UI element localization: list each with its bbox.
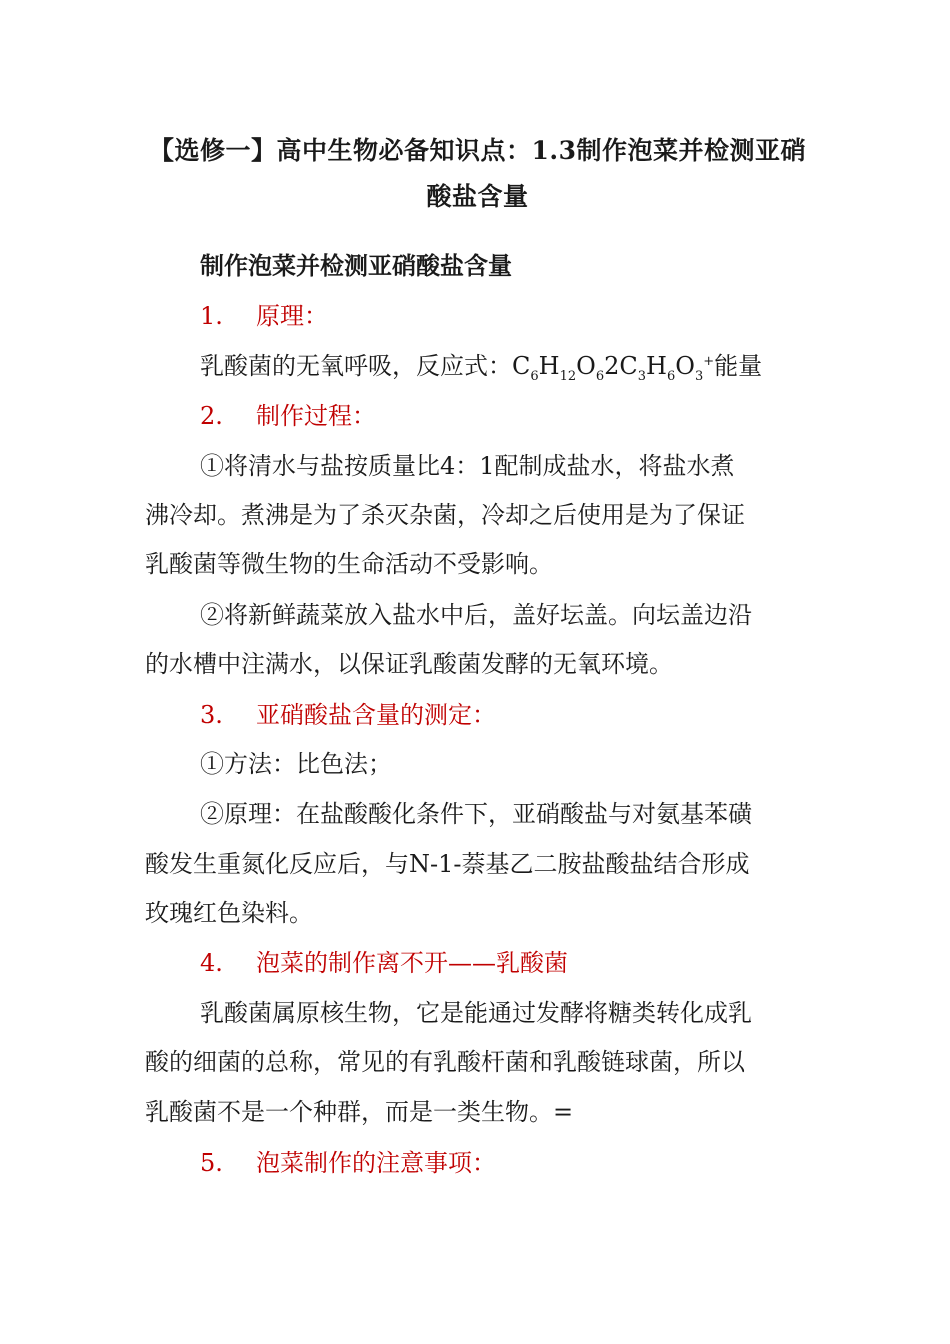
paragraph-line: 酸的细菌的总称，常见的有乳酸杆菌和乳酸链球菌，所以 <box>145 1048 745 1076</box>
section-heading-text: 泡菜制作的注意事项： <box>256 1149 496 1177</box>
paragraph-line: 酸发生重氮化反应后，与N-1-萘基乙二胺盐酸盐结合形成 <box>145 850 750 878</box>
section-number: 2. <box>200 402 223 430</box>
equation-prefix: 乳酸菌的无氧呼吸，反应式： <box>200 352 512 380</box>
paragraph-line: ①方法：比色法； <box>200 750 392 778</box>
paragraph-line: 的水槽中注满水，以保证乳酸菌发酵的无氧环境。 <box>145 650 673 678</box>
paragraph-line: 玫瑰红色染料。 <box>145 899 313 927</box>
section-number: 3. <box>200 701 223 729</box>
paragraph-line: ①将清水与盐按质量比4：1配制成盐水，将盐水煮 <box>200 452 735 480</box>
section-heading-text: 亚硝酸盐含量的测定： <box>256 701 496 729</box>
section-heading-text: 泡菜的制作离不开——乳酸菌 <box>256 949 568 977</box>
section-heading-1 <box>200 298 328 334</box>
section-heading-2 <box>200 398 376 434</box>
section-heading-4 <box>200 945 568 981</box>
paragraph-line: ②将新鲜蔬菜放入盐水中后，盖好坛盖。向坛盖边沿 <box>200 601 752 629</box>
paragraph-line: 沸冷却。煮沸是为了杀灭杂菌，冷却之后使用是为了保证 <box>145 501 745 529</box>
paragraph-line: 乳酸菌不是一个种群，而是一类生物。= <box>145 1098 574 1126</box>
paragraph-line: 乳酸菌等微生物的生命活动不受影响。 <box>145 550 553 578</box>
section-subtitle: 制作泡菜并检测亚硝酸盐含量 <box>200 251 512 280</box>
paragraph-line: 乳酸菌属原核生物，它是能通过发酵将糖类转化成乳 <box>200 999 752 1027</box>
section-heading-text: 原理： <box>256 302 328 330</box>
document-title: 【选修一】高中生物必备知识点：1.3制作泡菜并检测亚硝酸盐含量 <box>149 136 806 211</box>
paragraph-line: ②原理：在盐酸酸化条件下，亚硝酸盐与对氨基苯磺 <box>200 800 752 828</box>
section-number: 5. <box>200 1149 223 1177</box>
section-heading-5 <box>200 1145 496 1181</box>
reaction-equation-line <box>200 348 815 384</box>
section-heading-text: 制作过程： <box>256 402 376 430</box>
section-number: 4. <box>200 949 223 977</box>
section-heading-3 <box>200 697 496 733</box>
section-number: 1. <box>200 302 223 330</box>
chemical-formula: $C_6H_{12}O_62C_3H_6O_3^+$能量 <box>512 352 763 384</box>
